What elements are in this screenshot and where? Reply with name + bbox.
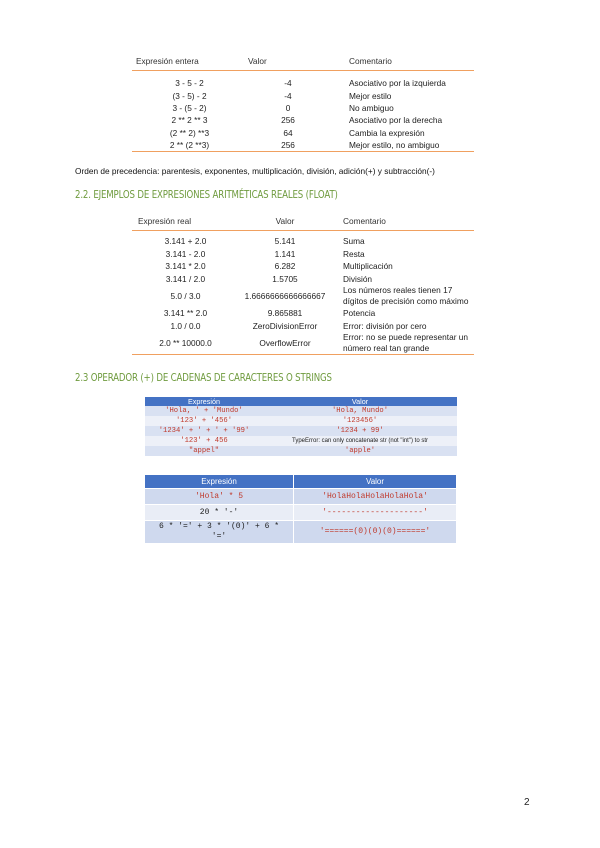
value-cell: 'HolaHolaHolaHolaHola'	[294, 489, 457, 505]
comment-cell: Suma	[343, 236, 365, 247]
value-cell: 9.865881	[267, 308, 303, 319]
table-header-row	[145, 397, 457, 406]
expression-cell: 3.141 / 2.0	[165, 273, 206, 284]
expression-cell: 2 ** 2 ** 3	[171, 115, 208, 126]
expression-cell: 2.0 ** 10000.0	[159, 337, 212, 348]
value-cell: 64	[283, 127, 293, 138]
table-row	[132, 248, 474, 261]
string-concat-table	[145, 397, 457, 456]
expression-cell: "appel"	[145, 446, 263, 456]
expression-cell: 6 * '=' + 3 * '(0)' + 6 * '='	[145, 521, 294, 544]
table-row	[132, 320, 474, 333]
table-header-row	[145, 475, 457, 489]
column-header: Valor	[294, 475, 457, 489]
expression-cell: 3 - (5 - 2)	[172, 102, 207, 113]
comment-cell: No ambiguo	[349, 102, 394, 113]
value-cell: -4	[284, 90, 292, 101]
table-header-row	[132, 212, 474, 231]
comment-cell: Asociativo por la derecha	[349, 115, 443, 126]
value-cell: 1.5705	[272, 273, 298, 284]
value-cell: '======(0)(0)(0)======'	[294, 521, 457, 544]
section-heading-float: 2.2. EJEMPLOS DE EXPRESIONES ARITMÉTICAS REALES (FLOAT)	[75, 189, 338, 201]
expression-cell: 3.141 ** 2.0	[163, 308, 208, 319]
column-header: Expresión real	[132, 212, 239, 231]
table-row	[132, 285, 474, 307]
table-row	[145, 505, 457, 521]
value-cell: 'Hola, Mundo'	[263, 406, 457, 416]
comment-cell: Asociativo por la izquierda	[349, 78, 446, 89]
column-header: Expresión	[145, 397, 263, 406]
expression-cell: (3 - 5) - 2	[172, 90, 207, 101]
value-cell: 5.141	[274, 236, 296, 247]
precedence-note: Orden de precedencia: parentesis, exponentes, multiplicación, división, adición(+) y subtracción(-)	[75, 166, 435, 176]
expression-cell: 'Hola, ' + 'Mundo'	[145, 406, 263, 416]
column-header: Comentario	[329, 52, 474, 71]
string-repeat-table	[145, 475, 457, 543]
table-row	[132, 235, 474, 248]
expression-cell: 3 - 5 - 2	[175, 78, 204, 89]
table-row	[132, 102, 474, 114]
expression-cell: (2 ** 2) **3	[169, 127, 210, 138]
comment-cell: Error: división por cero	[343, 320, 427, 331]
expression-cell: '123' + '456'	[145, 416, 263, 426]
column-header: Expresión	[145, 475, 294, 489]
table-row	[132, 114, 474, 126]
table-row	[145, 406, 457, 416]
comment-cell: División	[343, 273, 373, 284]
value-cell: '123456'	[263, 416, 457, 426]
expression-cell: 'Hola' * 5	[145, 489, 294, 505]
column-header: Valor	[263, 397, 457, 406]
table-row	[132, 77, 474, 89]
section-heading-strings: 2.3 OPERADOR (+) DE CADENAS DE CARACTERES O STRINGS	[75, 372, 332, 384]
table-header-row	[132, 52, 474, 71]
value-cell: ZeroDivisionError	[252, 320, 318, 331]
value-cell: 256	[281, 140, 295, 151]
value-cell: 'apple'	[263, 446, 457, 456]
value-cell: '--------------------'	[294, 505, 457, 521]
value-cell: 1.6666666666666667	[244, 290, 326, 301]
page-number: 2	[524, 797, 530, 808]
expression-cell: 5.0 / 3.0	[170, 290, 201, 301]
comment-cell: Mejor estilo, no ambiguo	[349, 140, 440, 151]
expression-cell: 2 ** (2 **3)	[169, 140, 210, 151]
comment-cell: Mejor estilo	[349, 90, 392, 101]
expression-cell: 3.141 - 2.0	[165, 248, 206, 259]
column-header: Valor	[239, 212, 331, 231]
table-row	[145, 436, 457, 446]
table-row	[132, 260, 474, 273]
table-row	[145, 489, 457, 505]
float-expressions-table	[132, 212, 474, 355]
table-row	[132, 127, 474, 139]
comment-cell: Los números reales tienen 17 dígitos de precisión como máximo	[343, 285, 469, 306]
value-cell: 6.282	[274, 261, 296, 272]
table-row	[145, 426, 457, 436]
value-cell: 256	[281, 115, 295, 126]
expression-cell: 1.0 / 0.0	[170, 320, 201, 331]
value-cell: OverflowError	[259, 337, 311, 348]
column-header: Comentario	[331, 212, 474, 231]
value-cell: TypeError: can only concatenate str (not "int") to str	[263, 436, 457, 446]
expression-cell: 3.141 * 2.0	[165, 261, 206, 272]
column-header: Expresión entera	[132, 52, 247, 71]
value-cell: 1.141	[274, 248, 296, 259]
expression-cell: '123' + 456	[145, 436, 263, 446]
table-row	[145, 521, 457, 544]
expression-cell: '1234' + ' + ' + '99'	[145, 426, 263, 436]
expression-cell: 20 * '-'	[145, 505, 294, 521]
table-row	[132, 332, 474, 355]
table-row	[145, 416, 457, 426]
comment-cell: Cambia la expresión	[349, 127, 425, 138]
table-row	[145, 446, 457, 456]
comment-cell: Multiplicación	[343, 261, 393, 272]
expression-cell: 3.141 + 2.0	[164, 236, 207, 247]
table-row	[132, 273, 474, 286]
comment-cell: Potencia	[343, 308, 376, 319]
table-row	[132, 139, 474, 152]
comment-cell: Resta	[343, 248, 365, 259]
integer-expressions-table	[132, 52, 474, 152]
table-row	[132, 307, 474, 320]
comment-cell: Error: no se puede representar un número real tan grande	[343, 332, 468, 353]
table-row	[132, 89, 474, 101]
value-cell: -4	[284, 78, 292, 89]
value-cell: 0	[285, 102, 291, 113]
value-cell: '1234 + 99'	[263, 426, 457, 436]
column-header: Valor	[247, 52, 329, 71]
